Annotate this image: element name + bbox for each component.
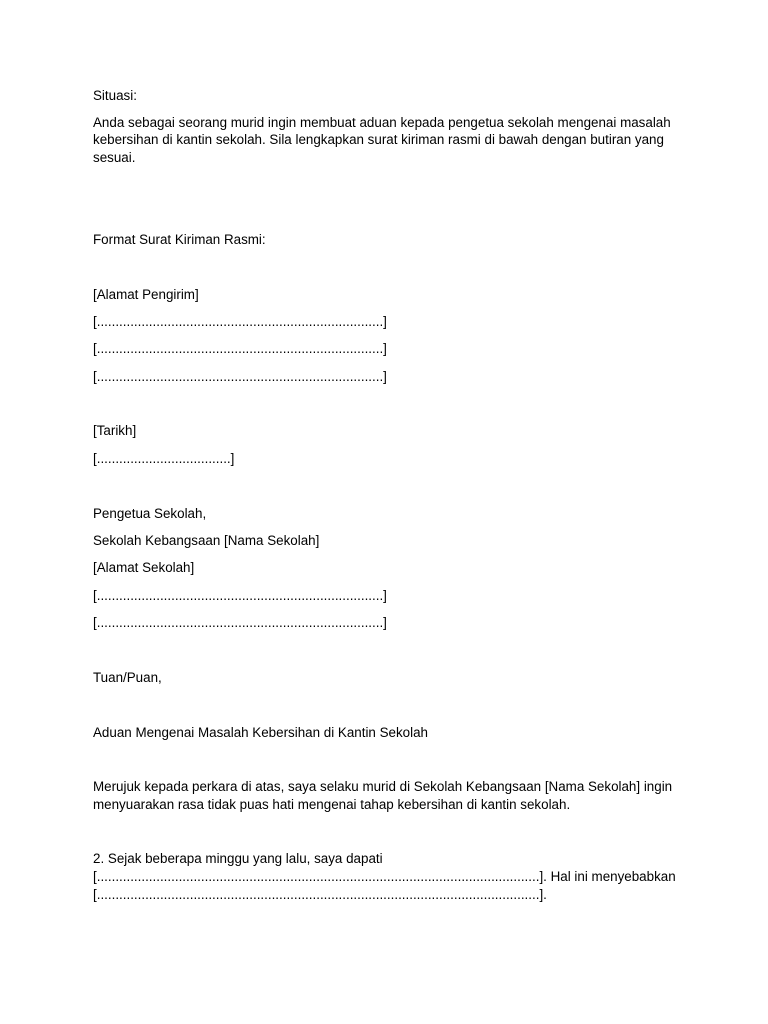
sender-address-line-2: [.............................................................................] <box>93 341 387 356</box>
sender-address-line-1: [.............................................................................] <box>93 314 387 329</box>
recipient-title: Pengetua Sekolah, <box>93 506 207 521</box>
recipient-address-line-2: [.............................................................................] <box>93 615 387 630</box>
situation-text-line-1: Anda sebagai seorang murid ingin membuat aduan kepada pengetua sekolah mengenai masalah <box>93 115 671 130</box>
paragraph-2-line-3: [.......................................................................................................................]. <box>93 887 547 902</box>
format-title: Format Surat Kiriman Rasmi: <box>93 232 266 247</box>
situation-text-line-3: sesuai. <box>93 150 136 165</box>
recipient-school: Sekolah Kebangsaan [Nama Sekolah] <box>93 533 320 548</box>
situation-heading: Situasi: <box>93 88 137 103</box>
date-line: [....................................] <box>93 451 235 466</box>
date-label: [Tarikh] <box>93 423 137 438</box>
letter-subject: Aduan Mengenai Masalah Kebersihan di Kantin Sekolah <box>93 725 428 740</box>
paragraph-1-line-1: Merujuk kepada perkara di atas, saya selaku murid di Sekolah Kebangsaan [Nama Sekolah] ingin <box>93 779 673 794</box>
recipient-address-line-1: [.............................................................................] <box>93 588 387 603</box>
paragraph-2-line-2: [.......................................................................................................................]. Hal ini menyebabkan <box>93 869 676 884</box>
recipient-address-label: [Alamat Sekolah] <box>93 560 195 575</box>
sender-address-line-3: [.............................................................................] <box>93 369 387 384</box>
salutation: Tuan/Puan, <box>93 670 162 685</box>
situation-text-line-2: kebersihan di kantin sekolah. Sila lengkapkan surat kiriman rasmi di bawah dengan butiran yang <box>93 132 664 147</box>
paragraph-2-line-1: 2. Sejak beberapa minggu yang lalu, saya dapati <box>93 851 383 866</box>
paragraph-1-line-2: menyuarakan rasa tidak puas hati mengenai tahap kebersihan di kantin sekolah. <box>93 797 571 812</box>
sender-address-label: [Alamat Pengirim] <box>93 287 199 302</box>
